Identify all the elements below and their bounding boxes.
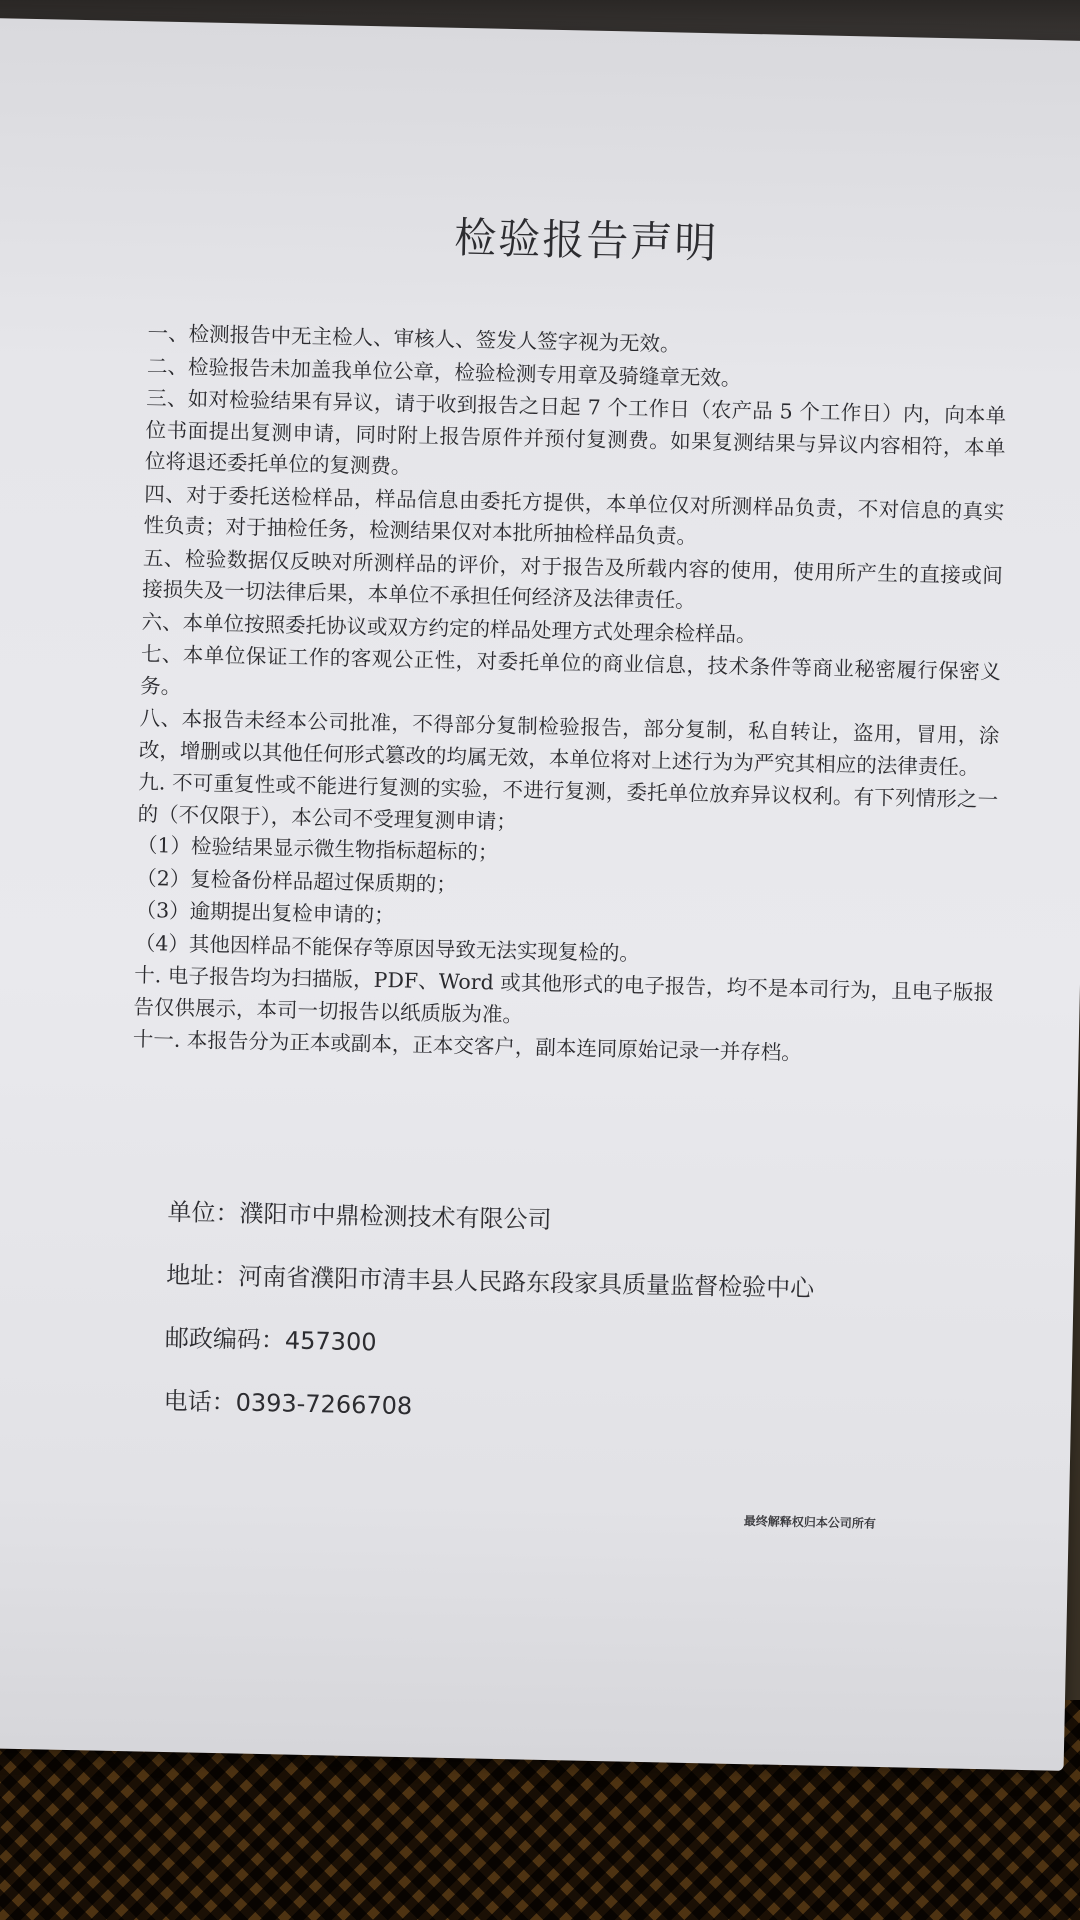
sub-item-1: （1）检验结果显示微生物指标超标的； xyxy=(136,832,499,865)
clause-9-sublist xyxy=(135,830,998,977)
clause-4: 四、对于委托送检样品，样品信息由委托方提供，本单位仅对所测样品负责，不对信息的真实性负责；对于抽检任务，检测结果仅对本批所抽检样品负责。 xyxy=(143,481,1005,549)
clause-6: 六、本单位按照委托协议或双方约定的样品处理方式处理余检样品。 xyxy=(141,609,757,647)
clause-9-text: 九. 不可重复性或不能进行复测的实验，不进行复测，委托单位放弃异议权利。有下列情形之一的（不仅限于），本公司不受理复测申请； xyxy=(137,769,999,834)
sub-item-4: （4）其他因样品不能保存等原因导致无法实现复检的。 xyxy=(134,930,641,965)
clause-8: 八、本报告未经本公司批准，不得部分复制检验报告，部分复制，私自转让，盗用，冒用，涂改，增删或以其他任何形式篡改的均属无效，本单位将对上述行为为严究其相应的法律责任。 xyxy=(138,705,1000,780)
clause-7: 七、本单位保证工作的客观公正性，对委托单位的商业信息，技术条件等商业秘密履行保密义务。 xyxy=(140,641,1002,699)
contact-postcode: 邮政编码：457300 xyxy=(164,1323,377,1357)
clause-10: 十. 电子报告均为扫描版，PDF、Word 或其他形式的电子报告，均不是本司行为，且电子版报告仅供展示，本司一切报告以纸质版为准。 xyxy=(133,962,995,1027)
statement-clauses xyxy=(133,318,1008,1074)
contact-address: 地址：河南省濮阳市清丰县人民路东段家具质量监督检验中心 xyxy=(165,1260,815,1303)
sub-item-3: （3）逾期提出复检申请的； xyxy=(135,897,395,928)
contact-block xyxy=(163,1192,948,1460)
contact-unit: 单位：濮阳市中鼎检测技术有限公司 xyxy=(167,1197,552,1235)
footer-note: 最终解释权归本公司所有 xyxy=(743,1513,876,1531)
clause-11: 十一. 本报告分为正本或副本，正本交客户，副本连同原始记录一并存档。 xyxy=(132,1026,803,1065)
clause-3: 三、如对检验结果有异议，请于收到报告之日起 7 个工作日（农产品 5 个工作日）内，向本单位书面提出复测申请，同时附上报告原件并预付复测费。如果复测结果与异议内容相符，本单位将退还委托单位的复测费。 xyxy=(144,385,1007,479)
contact-phone: 电话：0393-7266708 xyxy=(163,1386,413,1421)
clause-9 xyxy=(135,767,999,977)
clause-5: 五、检验数据仅反映对所测样品的评价，对于报告及所载内容的使用，使用所产生的直接或间接损失及一切法律后果，本单位不承担任何经济及法律责任。 xyxy=(142,545,1004,613)
document-title: 检验报告声明 xyxy=(453,212,719,268)
clause-1: 一、检测报告中无主检人、审核人、签发人签字视为无效。 xyxy=(147,320,681,357)
clause-2: 二、检验报告未加盖我单位公章，检验检测专用章及骑缝章无效。 xyxy=(146,353,742,390)
sub-item-2: （2）复检备份样品超过保质期的； xyxy=(136,865,458,897)
